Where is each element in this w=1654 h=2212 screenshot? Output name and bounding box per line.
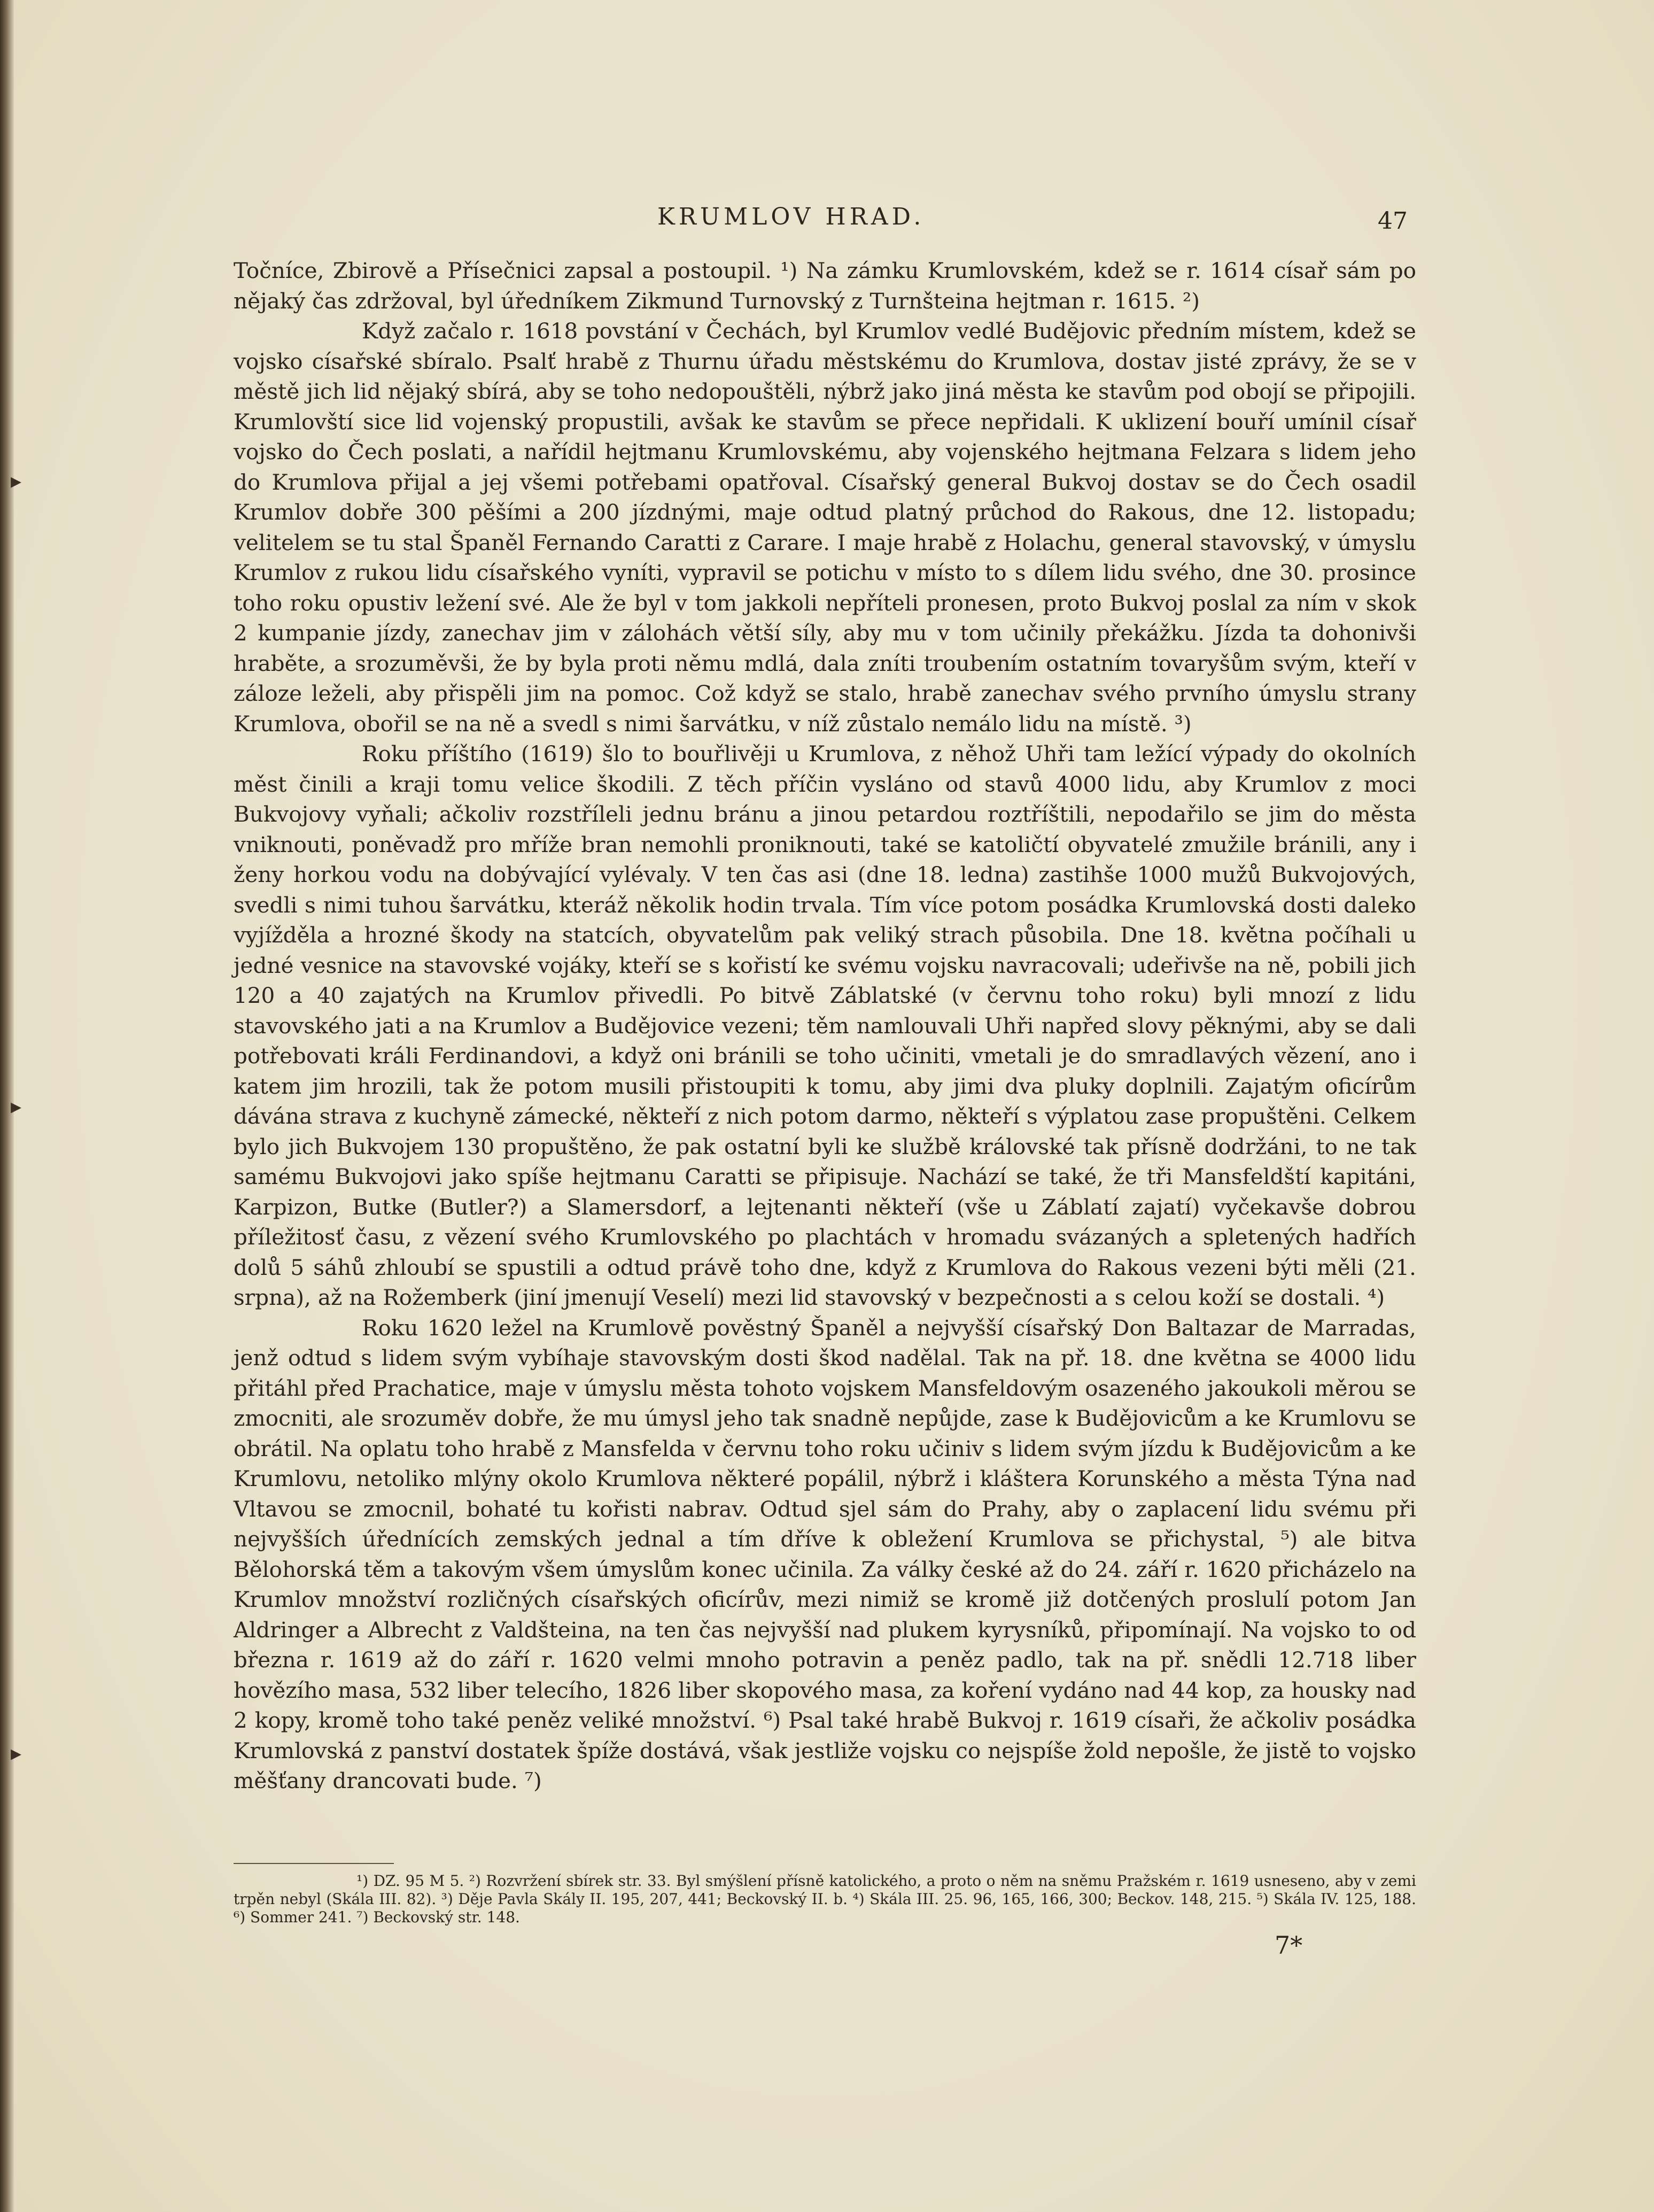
body-text <box>234 256 1416 1796</box>
page-title: KRUMLOV HRAD. <box>657 203 925 230</box>
signature-mark: 7* <box>1275 1931 1303 1960</box>
paragraph: Točníce, Zbirově a Přísečnici zapsal a postoupil. ¹) Na zámku Krumlovském, kdež se r. 1614 císař sám po nějaký čas zdržoval, byl úředníkem Zikmund Turnovský z Turnšteina hejtman r. 1615. ²) <box>234 258 1416 314</box>
paragraph: Roku příštího (1619) šlo to bouřlivěji u Krumlova, z něhož Uhři tam ležící výpady do okolních měst činili a kraji tomu velice škodili. Z těch příčin vysláno od stavů 4000 lidu, aby Krumlov z moci Bukvojovy vyňali; ačkoliv rozstříleli jednu bránu a jinou petardou roztříštili, nepodařilo se jim do města vniknouti, poněvadž pro mříže bran nemohli proniknouti, také se katoličtí obyvatelé zmužile bránili, any i ženy horkou vodu na dobývající vylévaly. V ten čas asi (dne 18. ledna) zastihše 1000 mužů Bukvojových, svedli s nimi tuhou šarvátku, kteráž několik hodin trvala. Tím více potom posádka Krumlovská dosti daleko vyjížděla a hrozné škody na statcích, obyvatelům pak veliký strach působila. Dne 18. května počíhali u jedné vesnice na stavovské vojáky, kteří se s kořistí ke svému vojsku navracovali; udeřivše na ně, pobili jich 120 a 40 zajatých na Krumlov přivedli. Po bitvě Záblatské (v červnu toho roku) byli mnozí z lidu stavovského jati a na Krumlov a Budějovice vezeni; těm namlouvali Uhři napřed slovy pěknými, aby se dali potřebovati králi Ferdinandovi, a když oni bránili se toho učiniti, vmetali je do smradlavých vězení, ano i katem jim hrozili, tak že potom musili přistoupiti k tomu, aby jimi dva pluky doplnili. Zajatým oficírům dávána strava z kuchyně zámecké, někteří z nich potom darmo, někteří s výplatou zase propuštěni. Celkem bylo jich Bukvojem 130 propuštěno, že pak ostatní byli ke službě královské tak přísně dodržáni, to ne tak samému Bukvojovi jako spíše hejtmanu Caratti se připisuje. Nachází se také, že tři Mansfeldští kapitáni, Karpizon, Butke (Butler?) a Slamersdorf, a lejtenanti někteří (vše u Záblatí zajatí) vyčekavše dobrou příležitosť času, z vězení svého Krumlovského po plachtách v hromadu svázaných a spletených hadřích dolů 5 sáhů zhloubí se spustili a odtud právě toho dne, když z Krumlova do Rakous vezeni býti měli (21. srpna), až na Rožemberk (jiní jmenují Veselí) mezi lid stavovský v bezpečnosti a s celou koží se dostali. ⁴) <box>234 741 1416 1310</box>
margin-mark: ▸ <box>11 1741 22 1766</box>
margin-mark: ▸ <box>11 469 22 493</box>
page-number: 47 <box>1378 207 1408 235</box>
paragraph: Roku 1620 ležel na Krumlově pověstný Španěl a nejvyšší císařský Don Baltazar de Marradas, jenž odtud s lidem svým vybíhaje stavovským dosti škod nadělal. Tak na př. 18. dne května se 4000 lidu přitáhl před Prachatice, maje v úmyslu města tohoto vojskem Mansfeldovým osazeného jakoukoli měrou se zmocniti, ale srozuměv dobře, že mu úmysl jeho tak snadně nepůjde, zase k Budějovicům a ke Krumlovu se obrátil. Na oplatu toho hrabě z Mansfelda v červnu toho roku učiniv s lidem svým jízdu k Budějovicům a ke Krumlovu, netoliko mlýny okolo Krumlova některé popálil, nýbrž i kláštera Korunského a města Týna nad Vltavou se zmocnil, bohaté tu kořisti nabrav. Odtud sjel sám do Prahy, aby o zaplacení lidu svému při nejvyšších úřednících zemských jednal a tím dříve k obležení Krumlova se přichystal, ⁵) ale bitva Bělohorská těm a takovým všem úmyslům konec učinila. Za války české až do 24. září r. 1620 přicházelo na Krumlov množství rozličných císařských oficírův, mezi nimiž se kromě již dotčených proslulí potom Jan Aldringer a Albrecht z Valdšteina, na ten čas nejvyšší nad plukem kyrysníků, připomínají. Na vojsko to od března r. 1619 až do září r. 1620 velmi mnoho potravin a peněz padlo, tak na př. snědli 12.718 liber hovězího masa, 532 liber telecího, 1826 liber skopového masa, za koření vydáno nad 44 kop, za housky nad 2 kopy, kromě toho také peněz veliké množství. ⁶) Psal také hrabě Bukvoj r. 1619 císaři, že ačkoliv posádka Krumlovská z panství dostatek špíže dostává, však jestliže vojsku co nejspíše žold nepošle, že jistě to vojsko měšťany drancovati bude. ⁷) <box>234 1314 1416 1793</box>
margin-mark: ▸ <box>11 1094 22 1119</box>
footnotes <box>234 1872 1416 1927</box>
paragraph: Když začalo r. 1618 povstání v Čechách, byl Krumlov vedlé Budějovic předním místem, kdež se vojsko císařské sbíralo. Psalť hrabě z Thurnu úřadu městskému do Krumlova, dostav jisté zprávy, že se v městě jich lid nějaký sbírá, aby se toho nedopouštěli, nýbrž jako jiná města ke stavům pod obojí se připojili. Krumlovští sice lid vojenský propustili, avšak ke stavům se přece nepřidali. K uklizení bouří umínil císař vojsko do Čech poslati, a nařídil hejtmanu Krumlovskému, aby vojenského hejtmana Felzara s lidem jeho do Krumlova přijal a jej všemi potřebami opatřoval. Císařský general Bukvoj dostav se do Čech osadil Krumlov dobře 300 pěšími a 200 jízdnými, maje odtud platný průchod do Rakous, dne 12. listopadu; velitelem se tu stal Španěl Fernando Caratti z Carare. I maje hrabě z Holachu, general stavovský, v úmyslu Krumlov z rukou lidu císařského vyníti, vypravil se potichu v místo to s dílem lidu svého, dne 30. prosince toho roku opustiv ležení své. Ale že byl v tom jakkoli nepříteli pronesen, proto Bukvoj poslal za ním v skok 2 kumpanie jízdy, zanechav jim v zálohách větší síly, aby mu v tom učinily překážku. Jízda ta dohonivši hraběte, a srozuměvši, že by byla proti němu mdlá, dala zníti troubením ostatním tovaryšům svým, kteří v záloze leželi, aby přispěli jim na pomoc. Což když se stalo, hrabě zanechav svého prvního úmyslu strany Krumlova, obořil se na ně a svedl s nimi šarvátku, v níž zůstalo nemálo lidu na místě. ³) <box>234 318 1416 737</box>
running-head <box>0 203 1654 246</box>
footnote-text: ¹) DZ. 95 M 5. ²) Rozvržení sbírek str. 33. Byl smýšlení přísně katolického, a proto o něm na sněmu Pražském r. 1619 usneseno, aby v zemi trpěn nebyl (Skála III. 82). ³) Děje Pavla Skály II. 195, 207, 441; Beckovský II. b. ⁴) Skála III. 25. 96, 165, 166, 300; Beckov. 148, 215. ⁵) Skála IV. 125, 188. ⁶) Sommer 241. ⁷) Beckovský str. 148. <box>234 1872 1416 1926</box>
footnote-divider <box>234 1863 394 1864</box>
